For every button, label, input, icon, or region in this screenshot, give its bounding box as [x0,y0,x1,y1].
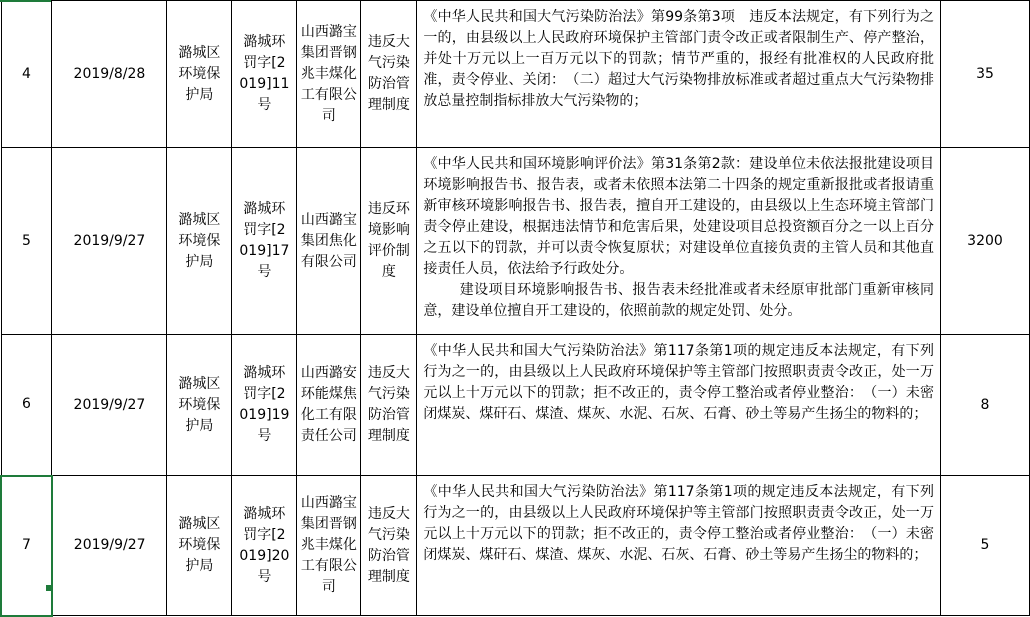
document-number: 潞城环罚字[2019]20号 [239,505,290,585]
row-index-cell-selected[interactable] [1,476,52,616]
row-index-cell[interactable] [1,1,52,148]
document-number: 潞城环罚字[2019]19号 [239,365,290,444]
legal-basis-text: 《中华人民共和国大气污染防治法》第117条第1项的规定违反本法规定，有下列行为之一的，由县级以上人民政府环境保护等主管部门按照职责责令改正，处一万元以上十万元以下的罚款；拒不改正的，责令停工整治或者停业整治： （一）未密闭煤炭、煤矸石、煤渣、煤灰、水泥、石灰、石膏、砂土等易产生扬尘的物料的； [423,484,934,563]
legal-basis-cell[interactable] [417,1,941,148]
date-cell[interactable] [52,1,167,148]
selection-border-top [0,0,51,2]
legal-basis-text: 建设项目环境影响报告书、报告表未经批准或者未经原审批部门重新审核同意，建设单位擅自开工建设的，依照前款的规定处罚、处分。 [423,282,934,319]
legal-basis-cell[interactable] [417,148,941,335]
amount-cell[interactable] [941,148,1030,335]
violation-type: 违反大气污染防治管理制度 [367,34,410,113]
document-number: 潞城环罚字[2019]17号 [239,201,290,280]
company-name: 山西潞宝集团焦化有限公司 [300,211,357,270]
agency-name: 潞城区环境保护局 [178,375,221,434]
amount-cell[interactable] [941,1,1030,148]
table-row [1,335,1030,476]
doc-number-cell[interactable] [232,476,297,616]
company-name: 山西潞宝集团晋钢兆丰煤化工有限公司 [300,495,357,595]
legal-basis-text: 《中华人民共和国大气污染防治法》第99条第3项 违反本法规定，有下列行为之一的，由县级以上人民政府环境保护主管部门责令改正或者限制生产、停产整治，并处十万元以上一百万元以下的罚款；情节严重的，报经有批准权的人民政府批准，责令停业、关闭： （二）超过大气污染物排放标准或者超过重点大气污染物排放总量控制指标排放大气污染物的； [423,9,934,109]
company-name: 山西潞宝集团晋钢兆丰煤化工有限公司 [300,23,357,124]
doc-number-cell[interactable] [232,335,297,476]
agency-cell[interactable] [167,1,232,148]
company-cell[interactable] [297,148,361,335]
document-number: 潞城环罚字[2019]11号 [239,34,290,113]
amount-cell[interactable] [941,476,1030,616]
agency-name: 潞城区环境保护局 [178,44,221,103]
penalty-amount: 3200 [967,232,1003,249]
company-name: 山西潞安环能煤焦化工有限责任公司 [300,365,357,444]
doc-number-cell[interactable] [232,148,297,335]
company-cell[interactable] [297,335,361,476]
row-index: 6 [22,396,31,413]
penalty-amount: 8 [980,396,990,413]
row-index: 4 [22,65,31,82]
violation-cell[interactable] [361,476,417,616]
table-row [1,476,1030,616]
row-index-cell[interactable] [1,335,52,476]
violation-cell[interactable] [361,1,417,148]
violation-cell[interactable] [361,335,417,476]
row-index: 7 [22,537,31,553]
legal-basis-cell[interactable] [417,476,941,616]
legal-basis-text: 《中华人民共和国环境影响评价法》第31条第2款：建设单位未依法报批建设项目环境影响报告书、报告表，或者未依照本法第二十四条的规定重新报批或者报请重新审核环境影响报告书、报告表，擅自开工建设的，由县级以上生态环境主管部门责令停止建设，根据违法情节和危害后果，处建设项目总投资额百分之一以上百分之五以下的罚款，并可以责令恢复原状；对建设单位直接负责的主管人员和其他直接责任人员，依法给予行政处分。 [423,156,934,277]
agency-name: 潞城区环境保护局 [178,211,221,270]
violation-cell[interactable] [361,148,417,335]
penalty-date: 2019/9/27 [73,232,146,249]
date-cell[interactable] [52,148,167,335]
violation-type: 违反大气污染防治管理制度 [367,365,410,444]
penalty-amount: 35 [976,65,994,82]
agency-cell[interactable] [167,148,232,335]
legal-basis-text: 《中华人民共和国大气污染防治法》第117条第1项的规定违反本法规定，有下列行为之一的，由县级以上人民政府环境保护等主管部门按照职责责令改正，处一万元以上十万元以下的罚款；拒不改正的，责令停工整治或者停业整治： （一）未密闭煤炭、煤矸石、煤渣、煤灰、水泥、石灰、石膏、砂土等易产生扬尘的物料的； [423,343,934,422]
row-index: 5 [22,232,31,249]
agency-name: 潞城区环境保护局 [178,516,221,574]
company-cell[interactable] [297,476,361,616]
penalty-date: 2019/9/27 [73,396,146,413]
violation-type: 违反环境影响评价制度 [367,201,410,280]
doc-number-cell[interactable] [232,1,297,148]
selection-fill-handle[interactable] [46,585,52,591]
company-cell[interactable] [297,1,361,148]
table-row [1,1,1030,148]
date-cell[interactable] [52,335,167,476]
table-row [1,148,1030,335]
penalty-amount: 5 [980,537,990,553]
date-cell[interactable] [52,476,167,616]
amount-cell[interactable] [941,335,1030,476]
legal-basis-cell[interactable] [417,335,941,476]
penalty-date: 2019/8/28 [73,65,146,82]
row-index-cell[interactable] [1,148,52,335]
penalty-date: 2019/9/27 [73,537,146,553]
agency-cell[interactable] [167,476,232,616]
agency-cell[interactable] [167,335,232,476]
violation-type: 违反大气污染防治管理制度 [367,505,410,585]
